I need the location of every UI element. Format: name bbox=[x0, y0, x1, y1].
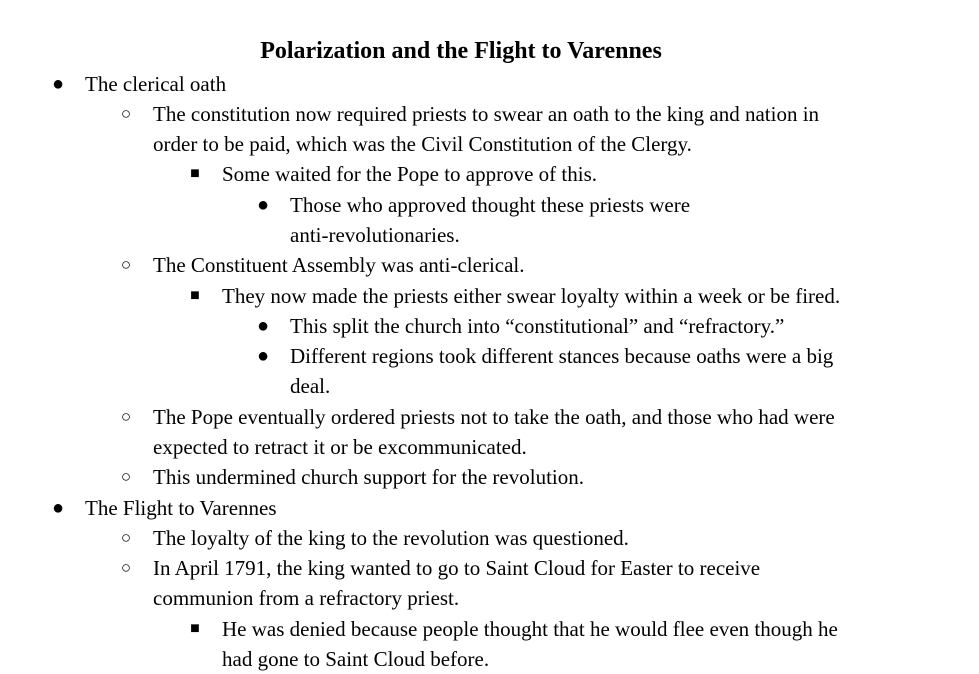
list-item-level4-cont: deal. bbox=[290, 374, 331, 398]
list-item-level4: This split the church into “constitutional” and “refractory.” bbox=[290, 314, 785, 338]
bullet-square: ■ bbox=[190, 287, 200, 304]
bullet-disc: ● bbox=[256, 194, 270, 216]
bullet-disc: ● bbox=[51, 73, 65, 95]
list-item-level3-cont: had gone to Saint Cloud before. bbox=[222, 647, 490, 671]
list-item-level4: Different regions took different stances because oaths were a big bbox=[290, 344, 834, 368]
list-item-level2-cont: order to be paid, which was the Civil Constitution of the Clergy. bbox=[153, 132, 692, 156]
bullet-circle: ○ bbox=[120, 528, 132, 547]
list-item-level2: The Constituent Assembly was anti-clerical. bbox=[153, 253, 525, 277]
bullet-square: ■ bbox=[190, 620, 200, 637]
list-item-level1: The clerical oath bbox=[85, 72, 227, 96]
list-item-level3: He was denied because people thought that he would flee even though he bbox=[222, 617, 838, 641]
list-item-level2: The Pope eventually ordered priests not to take the oath, and those who had were bbox=[153, 405, 835, 429]
bullet-circle: ○ bbox=[120, 255, 132, 274]
bullet-circle: ○ bbox=[120, 467, 132, 486]
bullet-circle: ○ bbox=[120, 407, 132, 426]
list-item-level2-cont: expected to retract it or be excommunicated. bbox=[153, 435, 527, 459]
list-item-level2-cont: communion from a refractory priest. bbox=[153, 586, 460, 610]
list-item-level1: The Flight to Varennes bbox=[85, 496, 277, 520]
list-item-level2: This undermined church support for the revolution. bbox=[153, 465, 584, 489]
list-item-level2: In April 1791, the king wanted to go to Saint Cloud for Easter to receive bbox=[153, 556, 761, 580]
list-item-level4-cont: anti-revolutionaries. bbox=[290, 223, 460, 247]
list-item-level2: The loyalty of the king to the revolution was questioned. bbox=[153, 526, 629, 550]
list-item-level3: They now made the priests either swear loyalty within a week or be fired. bbox=[222, 284, 841, 308]
bullet-circle: ○ bbox=[120, 104, 132, 123]
bullet-disc: ● bbox=[51, 497, 65, 519]
list-item-level4: Those who approved thought these priests were bbox=[290, 193, 691, 217]
list-item-level2: The constitution now required priests to swear an oath to the king and nation in bbox=[153, 102, 820, 126]
list-item-level3: Some waited for the Pope to approve of this. bbox=[222, 162, 598, 186]
bullet-square: ■ bbox=[190, 165, 200, 182]
bullet-circle: ○ bbox=[120, 558, 132, 577]
page-title: Polarization and the Flight to Varennes bbox=[260, 38, 662, 64]
bullet-disc: ● bbox=[256, 345, 270, 367]
bullet-disc: ● bbox=[256, 315, 270, 337]
